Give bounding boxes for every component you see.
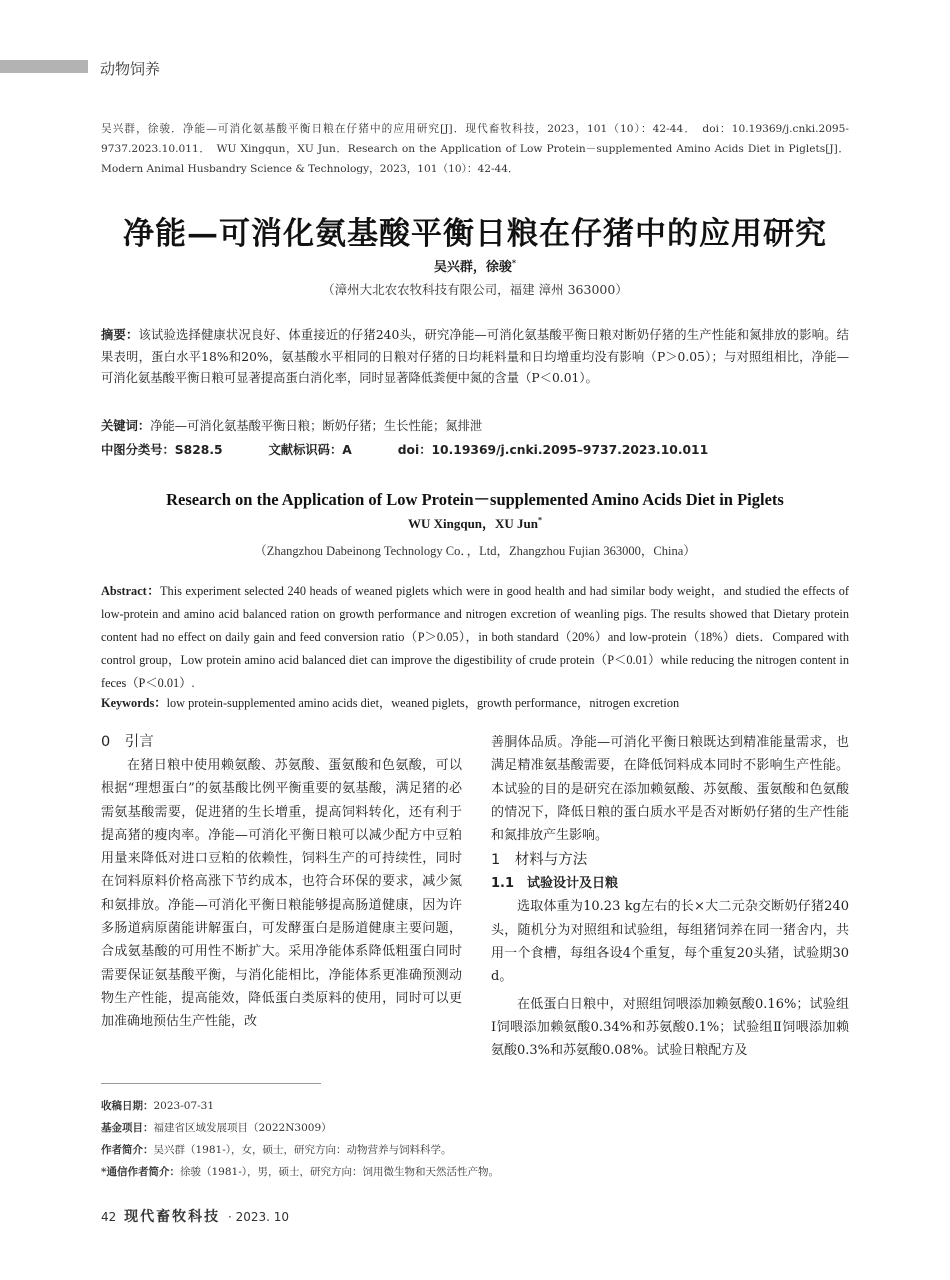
author-bio: 作者简介：吴兴群（1981-），女，硕士，研究方向：动物营养与饲料科学。 — [101, 1144, 452, 1156]
clc: 中图分类号：S828.5 — [101, 443, 223, 457]
section-bar — [0, 60, 88, 73]
section-label: 动物饲养 — [100, 60, 161, 78]
paragraph-intro: 在猪日粮中使用赖氨酸、苏氨酸、蛋氨酸和色氨酸，可以根据“理想蛋白”的氨基酸比例平衡重要的氨基酸，满足猪的必需氨基酸需要，促进猪的生长增重，提高饲料转化，还有利于提高猪的瘦肉率。净能—可消化平衡日粮可以减少配方中豆粕用量来降低对进口豆粕的依赖性，饲料生产的可持续性，同时在饲料原料价格高涨下节约成本，也符合环保的要求，减少氮和氨排放。净能—可消化平衡日粮能够提高肠道健康，因为许多肠道病原菌能讲解蛋白，可发酵蛋白是肠道健康主要问题，合成氨基酸的可用性不断扩大。采用净能体系降低粗蛋白同时需要保证氨基酸平衡，与消化能相比，净能体系更准确预测动物生产性能，提高能效，降低蛋白类原料的使用，同时可以更加准确地预估生产性能，改 — [101, 758, 462, 1030]
heading-intro: 0 引言 — [101, 734, 154, 750]
doc-code: 文献标识码：A — [268, 443, 352, 457]
page-title: 净能—可消化氨基酸平衡日粮在仔猪中的应用研究 — [123, 216, 827, 252]
corresponding-author: *通信作者简介：徐骏（1981-），男，硕士，研究方向：饲用微生物和天然活性产物。 — [101, 1166, 500, 1178]
received-date: 收稿日期：2023-07-31 — [101, 1100, 215, 1112]
affiliation-en: （Zhangzhou Dabeinong Technology Co．，Ltd，Zhangzhou Fujian 363000，China） — [254, 544, 696, 558]
issue: · 2023. 10 — [227, 1210, 290, 1224]
abstract-cn: 摘要：该试验选择健康状况良好、体重接近的仔猪240头，研究净能—可消化氨基酸平衡日粮对断奶仔猪的生产性能和氮排放的影响。结果表明，蛋白水平18%和20%，氨基酸水平相同的日粮对仔猪的日均耗料量和日均增重均没有影响（P＞0.05）；与对照组相比，净能—可消化氨基酸平衡日粮可显著提高蛋白消化率，同时显著降低粪便中氮的含量（P＜0.01）。 — [101, 327, 849, 385]
footnote-divider — [101, 1083, 321, 1084]
page-number: 42 — [101, 1210, 117, 1224]
affiliation-cn: （漳州大北农农牧科技有限公司，福建 漳州 363000） — [322, 282, 628, 297]
body-column-right — [491, 731, 849, 1063]
keywords-en: Keywords：low protein-supplemented amino acids diet，weaned piglets，growth performance，nitrogen excretion — [101, 696, 680, 710]
fund-project: 基金项目：福建省区域发展项目（2022N3009） — [101, 1122, 332, 1134]
paragraph-design-2: 在低蛋白日粮中，对照组饲喂添加赖氨酸0.16%；试验组Ⅰ饲喂添加赖氨酸0.34%和苏氨酸0.1%；试验组Ⅱ饲喂添加赖氨酸0.3%和苏氨酸0.08%。试验日粮配方及 — [491, 996, 849, 1059]
authors-cn: 吴兴群，徐骏* — [433, 257, 517, 275]
body-column-left — [101, 731, 462, 1034]
page-footer — [101, 1206, 289, 1226]
heading-methods: 1 材料与方法 — [491, 852, 588, 869]
authors-en: WU Xingqun，XU Jun* — [407, 515, 543, 531]
paragraph-design-1: 选取体重为10.23 kg左右的长×大二元杂交断奶仔猪240头，随机分为对照组和试验组，每组猪饲养在同一猪舍内，共用一个食槽，每组各设4个重复，每个重复20头猪，试验期30 d。 — [491, 899, 849, 985]
heading-design: 1.1 试验设计及日粮 — [491, 876, 619, 892]
title-en: Research on the Application of Low Protein－supplemented Amino Acids Diet in Piglets — [166, 490, 784, 509]
journal-logo: 现代畜牧科技 — [124, 1209, 221, 1225]
paragraph-intro-cont: 善胴体品质。净能—可消化平衡日粮既达到精准能量需求，也满足精准氨基酸需要，在降低饲料成本同时不影响生产性能。本试验的目的是研究在添加赖氨酸、苏氨酸、蛋氨酸和色氨酸的情况下，降低日粮的蛋白质水平是否对断奶仔猪的生产性能和氮排放产生影响。 — [491, 735, 849, 844]
abstract-en: Abstract：This experiment selected 240 heads of weaned piglets which were in good health and had similar body weight，and studied the effects of low-protein and amino acid balanced ration on growth performance and nitrogen excretion of weanling pigs. The results showed that Dietary protein content had no effect on daily gain and feed conversion ratio（P＞0.05），in both standard（20%）and low-protein（18%）diets．Compared with control group，Low protein amino acid balanced diet can improve the digestibility of crude protein（P＜0.01）while reducing the nitrogen content in feces（P＜0.01）. — [101, 584, 849, 690]
classification-line — [101, 440, 849, 458]
keywords-cn: 关键词：净能—可消化氨基酸平衡日粮；断奶仔猪；生长性能；氮排泄 — [101, 418, 483, 433]
doi: doi：10.19369/j.cnki.2095–9737.2023.10.011 — [397, 443, 709, 457]
footnotes — [101, 1095, 849, 1183]
citation: 吴兴群，徐骏．净能—可消化氨基酸平衡日粮在仔猪中的应用研究[J]．现代畜牧科技，2023，101（10）：42-44． doi：10.19369/j.cnki.2095-9737.2023.10.011． WU Xingqun，XU Jun．Research on the Application of Low Protein－supplemented Amino Acids Diet in Piglets[J]．Modern Animal Husbandry Science & Technology，2023，101（10）：42-44． — [101, 123, 849, 175]
